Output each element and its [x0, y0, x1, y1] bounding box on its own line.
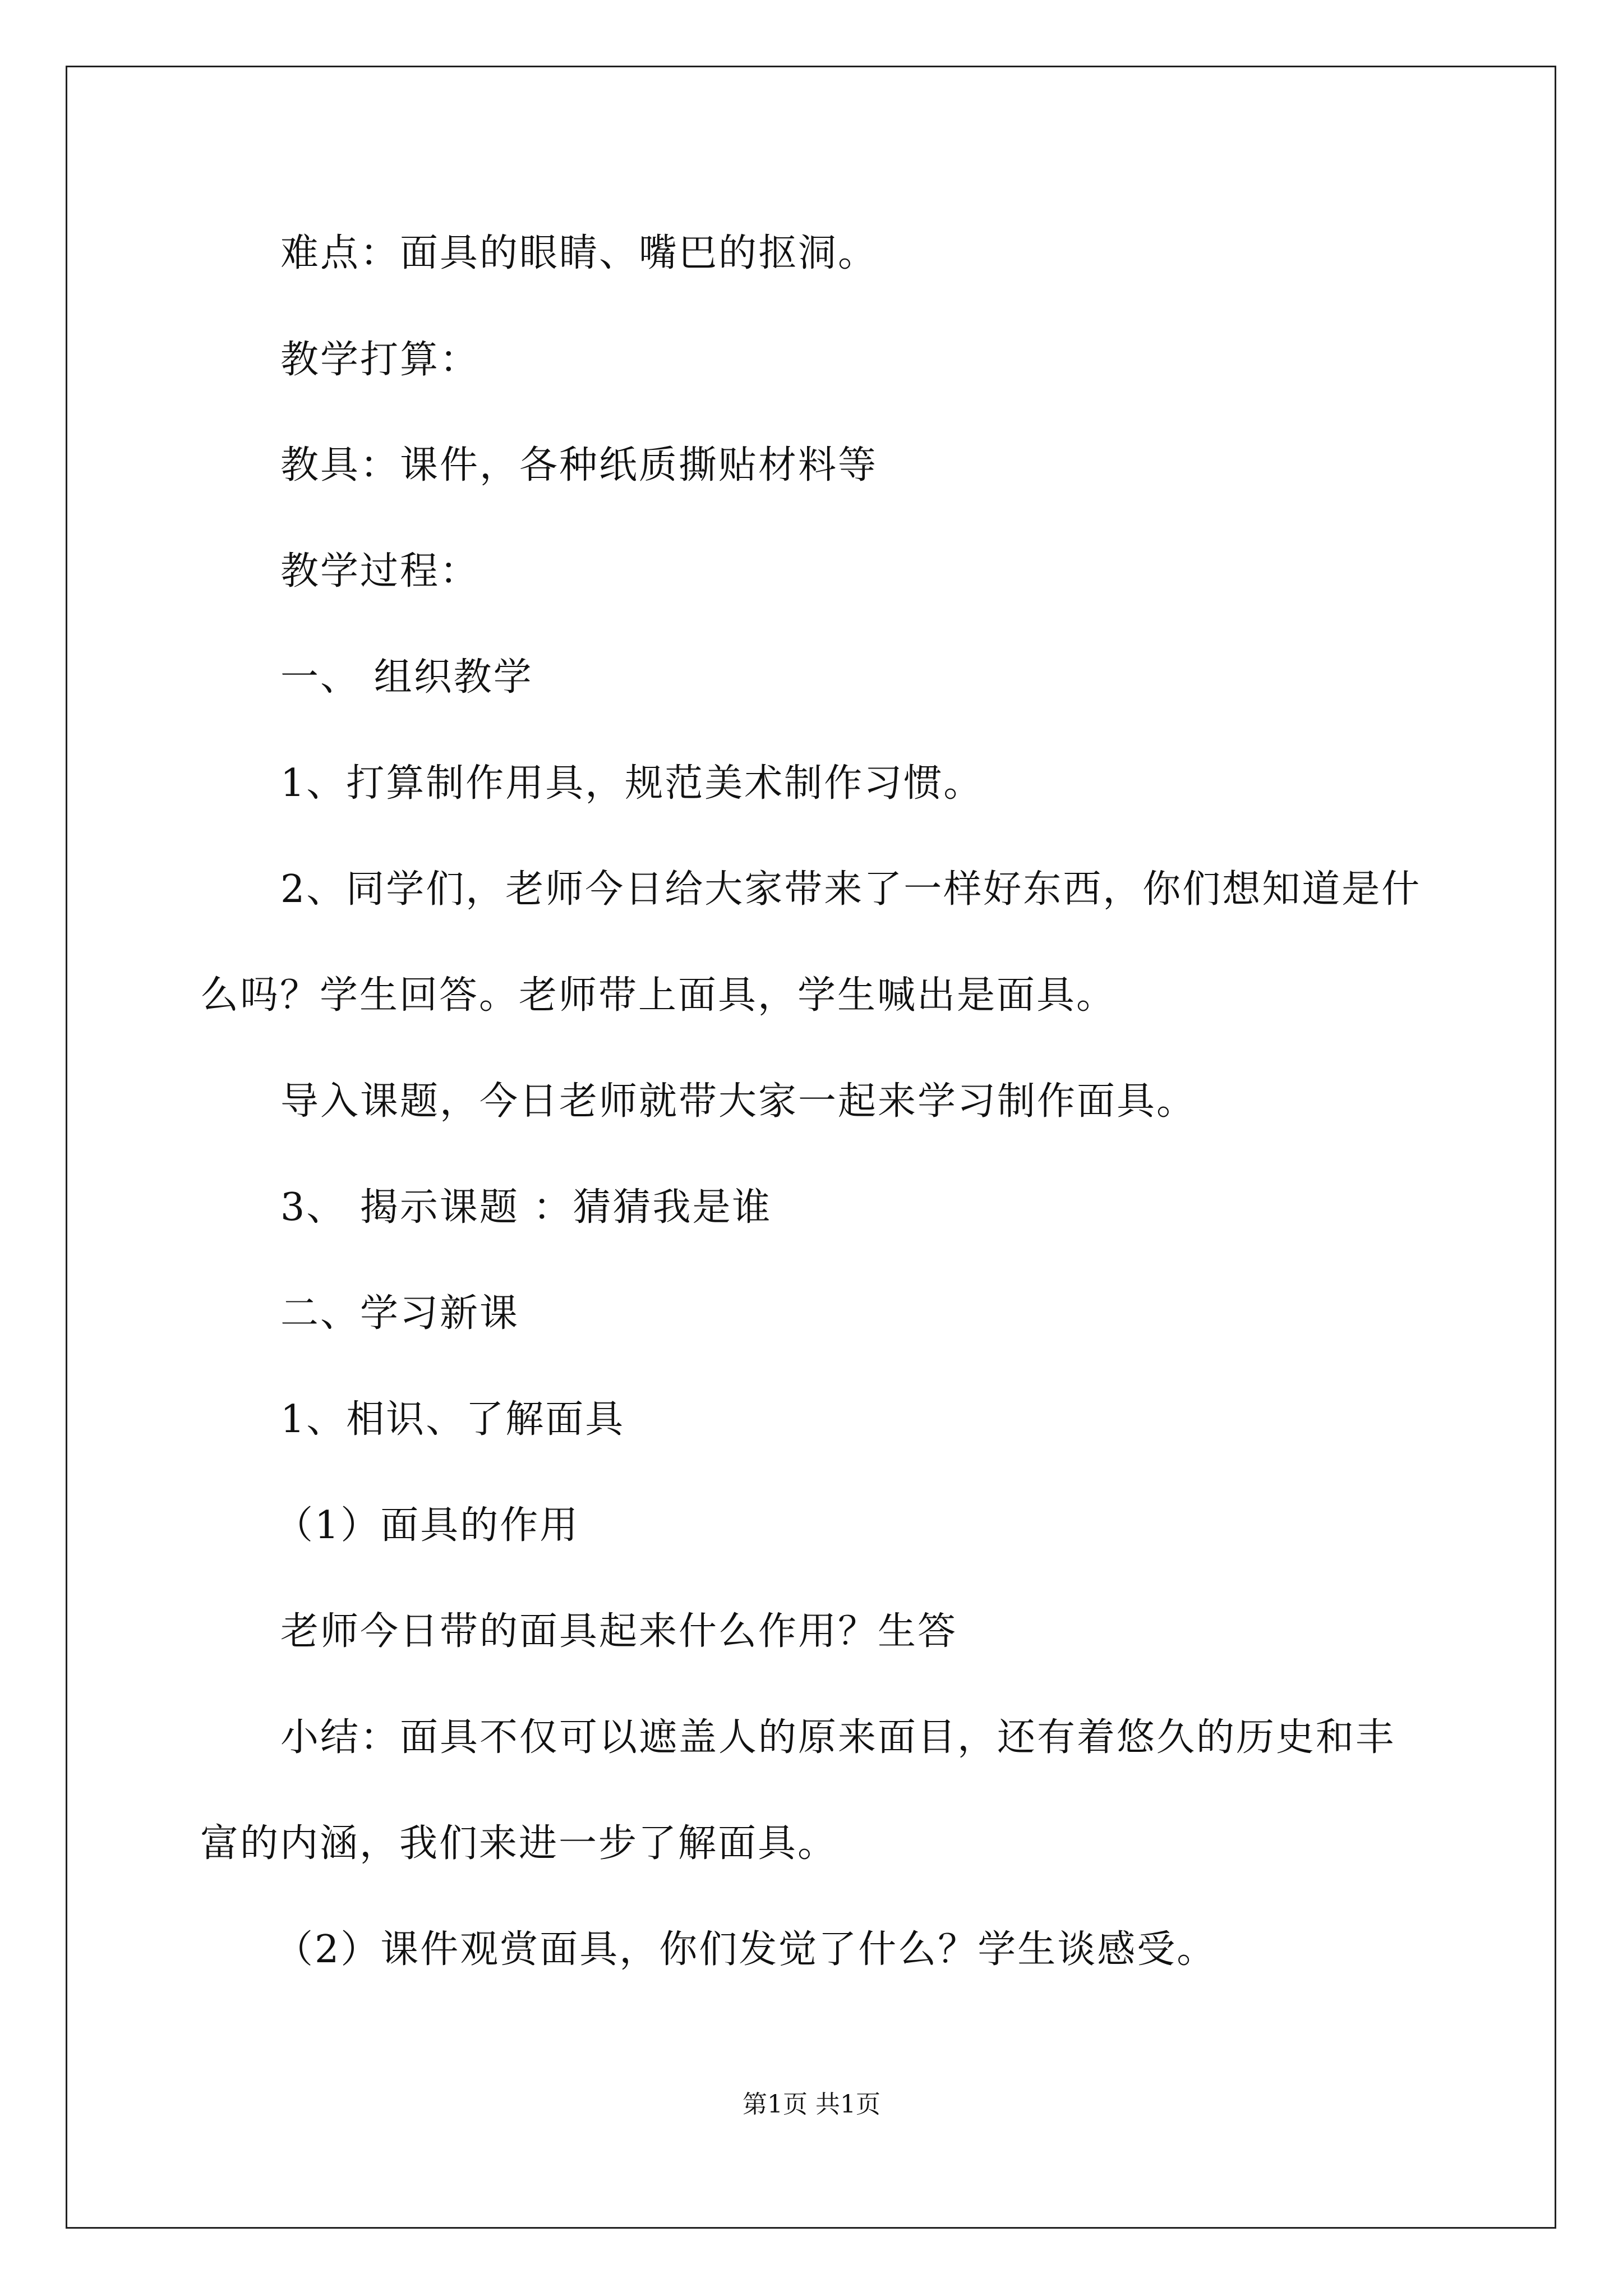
text-line: 1、打算制作用具，规范美术制作习惯。 [280, 761, 984, 806]
text-line: 么吗？学生回答。老师带上面具，学生喊出是面具。 [200, 973, 1117, 1018]
text-line: （2）课件观赏面具，你们发觉了什么？学生谈感受。 [275, 1927, 1217, 1972]
text-line: 富的内涵，我们来进一步了解面具。 [200, 1821, 838, 1866]
text-line: 教学过程： [280, 549, 480, 593]
text-line: 导入课题，今日老师就带大家一起来学习制作面具。 [280, 1079, 1197, 1124]
text-line: 难点：面具的眼睛、嘴巴的抠洞。 [280, 231, 878, 275]
text-line: （1）面具的作用 [275, 1503, 580, 1548]
text-line: 教具：课件，各种纸质撕贴材料等 [280, 443, 878, 487]
page-border [66, 66, 1556, 2229]
page-footer: 第1页 共1页 [743, 2090, 880, 2119]
text-line: 教学打算： [280, 338, 480, 382]
text-line: 1、相识、了解面具 [280, 1397, 625, 1442]
text-line: 老师今日带的面具起来什么作用？生答 [280, 1609, 958, 1654]
text-line: 二、学习新课 [280, 1291, 520, 1336]
text-line: 2、同学们，老师今日给大家带来了一样好东西，你们想知道是什 [280, 867, 1422, 912]
text-line: 小结：面具不仅可以遮盖人的原来面目，还有着悠久的历史和丰 [280, 1715, 1396, 1760]
text-line: 一、 组织教学 [280, 655, 533, 700]
text-line: 3、 揭示课题 ：猜猜我是谁 [280, 1185, 772, 1230]
